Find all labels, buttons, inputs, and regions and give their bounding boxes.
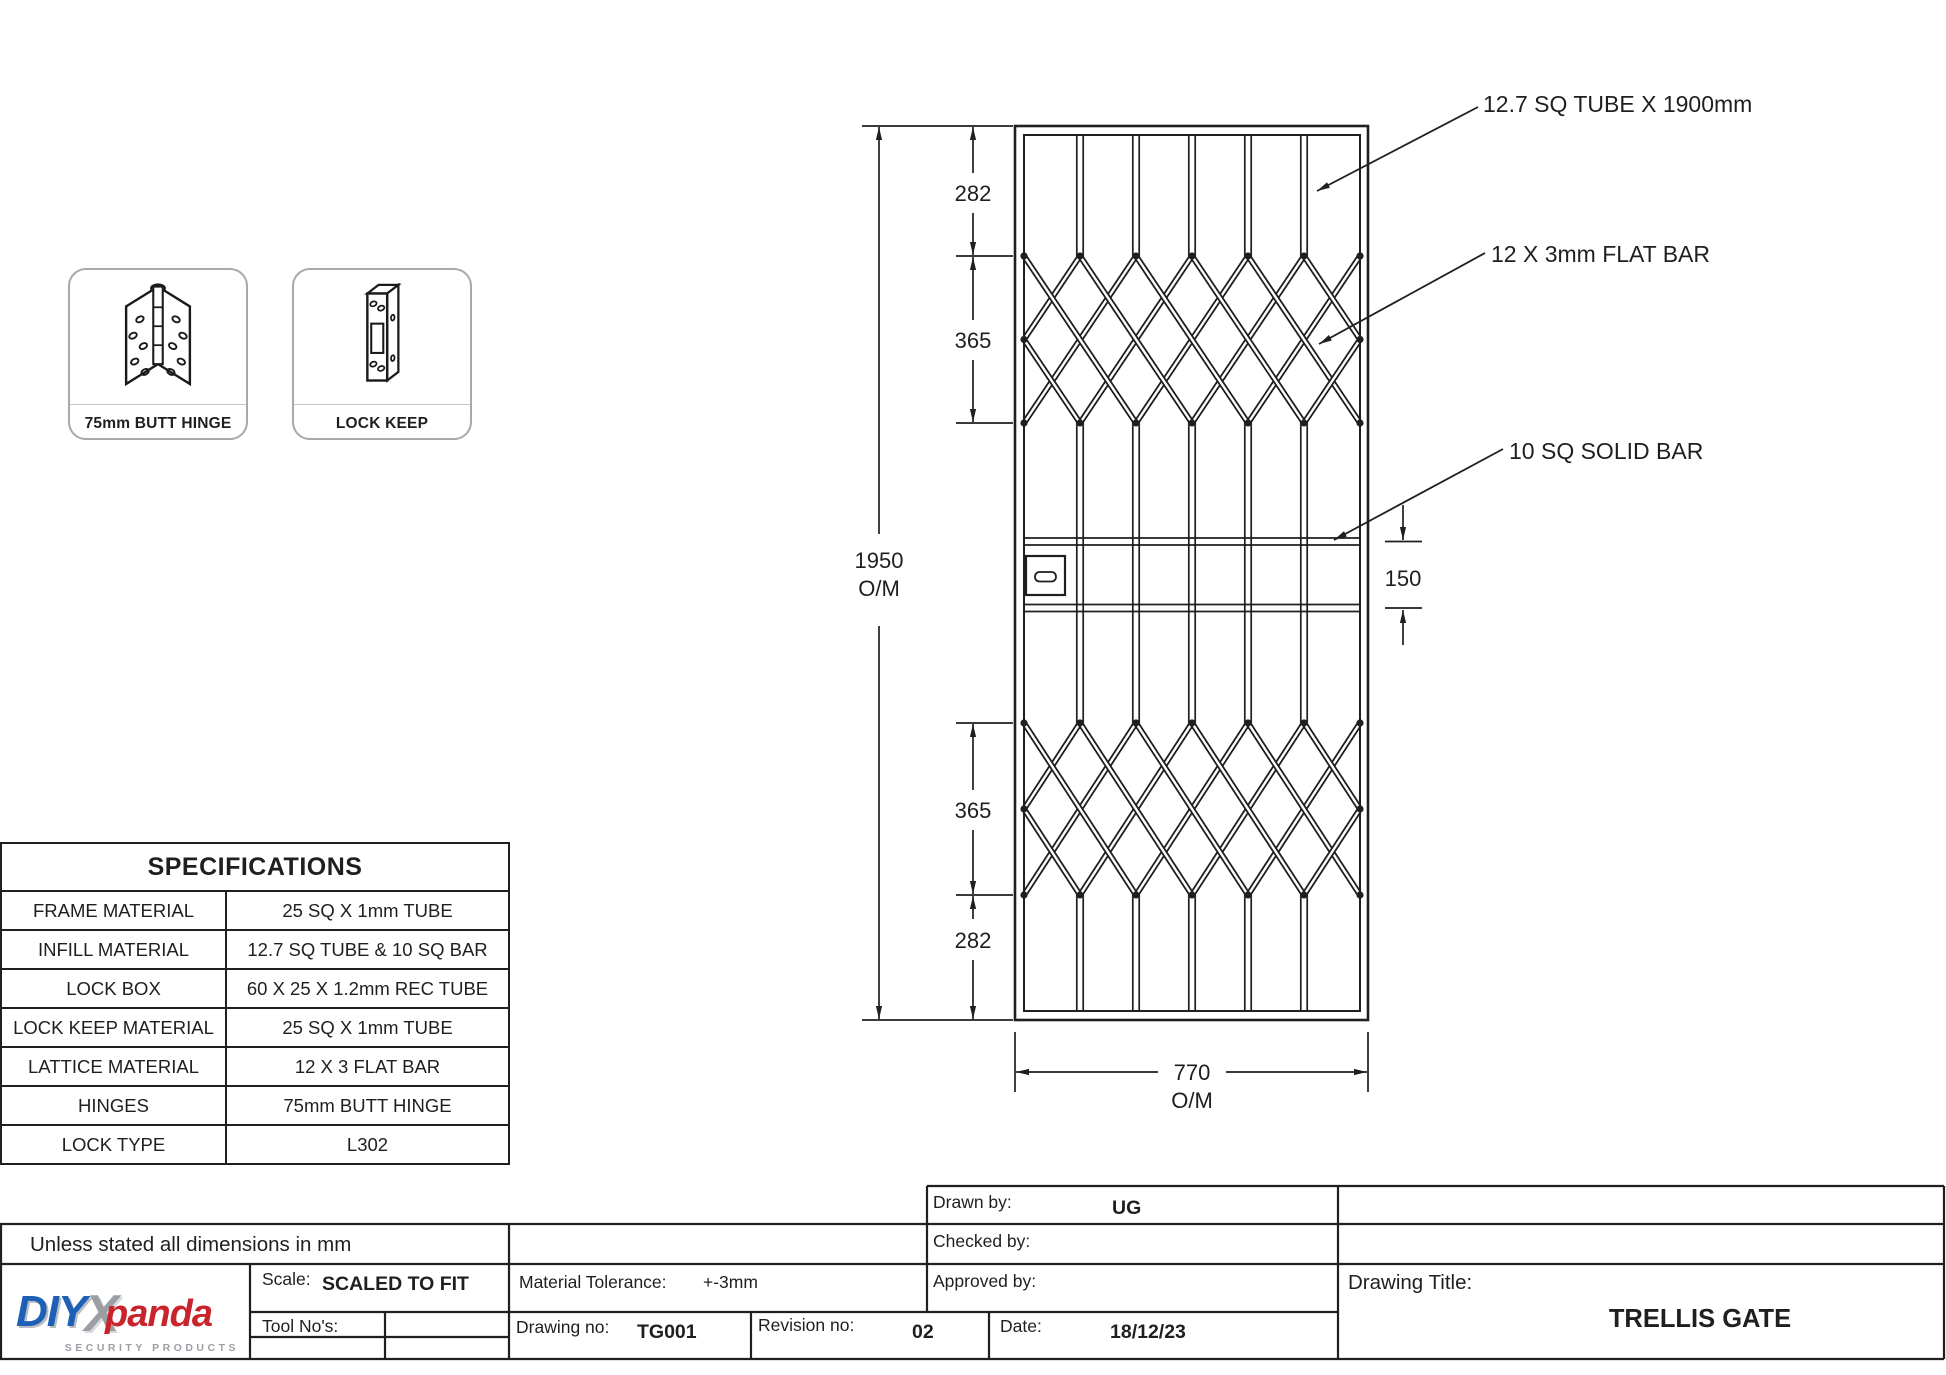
spec-value: 25 SQ X 1mm TUBE <box>226 1008 509 1047</box>
table-row <box>1 1047 509 1086</box>
table-row <box>1 969 509 1008</box>
tool-no-label: Tool No's: <box>262 1316 339 1336</box>
lattice-panels <box>1020 252 1363 898</box>
spec-value: 25 SQ X 1mm TUBE <box>226 891 509 930</box>
dim-overall-height: 1950 <box>854 548 904 573</box>
horizontal-solid-bars <box>1024 538 1360 612</box>
specifications-table <box>0 842 510 1165</box>
lock-box <box>1026 556 1065 595</box>
annotation-solid-bar: 10 SQ SOLID BAR <box>1509 438 1704 464</box>
dim-lower-lattice: 365 <box>954 798 992 823</box>
spec-label: HINGES <box>1 1086 226 1125</box>
dimension-lines <box>862 126 1422 1092</box>
annotation-flat-bar: 12 X 3mm FLAT BAR <box>1491 241 1710 267</box>
spec-label: LOCK KEEP MATERIAL <box>1 1008 226 1047</box>
logo-tagline: SECURITY PRODUCTS <box>64 1342 239 1354</box>
revision-no-value: 02 <box>912 1321 934 1343</box>
company-logo <box>16 1285 241 1354</box>
lock-keep-icon <box>294 270 470 404</box>
spec-label: INFILL MATERIAL <box>1 930 226 969</box>
dimension-note: Unless stated all dimensions in mm <box>30 1233 352 1256</box>
checked-by-label: Checked by: <box>933 1231 1031 1251</box>
spec-label: LOCK TYPE <box>1 1125 226 1164</box>
drawn-by-value: UG <box>1112 1197 1142 1219</box>
table-row <box>1 1125 509 1164</box>
annotation-sq-tube: 12.7 SQ TUBE X 1900mm <box>1483 91 1753 117</box>
dim-lock-band: 150 <box>1384 566 1422 591</box>
date-label: Date: <box>1000 1316 1042 1336</box>
card-divider <box>294 404 470 405</box>
component-label: LOCK KEEP <box>335 415 429 432</box>
spec-table-title: SPECIFICATIONS <box>1 843 509 891</box>
table-row <box>1 891 509 930</box>
dim-overall-width-suffix: O/M <box>1171 1088 1213 1113</box>
spec-value: L302 <box>226 1125 509 1164</box>
spec-value: 12 X 3 FLAT BAR <box>226 1047 509 1086</box>
spec-label: LATTICE MATERIAL <box>1 1047 226 1086</box>
drawing-no-label: Drawing no: <box>516 1317 610 1337</box>
table-row <box>1 1086 509 1125</box>
scale-value: SCALED TO FIT <box>322 1273 469 1295</box>
dim-upper-lattice: 365 <box>954 328 992 353</box>
card-divider <box>70 404 246 405</box>
component-label: 75mm BUTT HINGE <box>84 415 232 432</box>
drawn-by-label: Drawn by: <box>933 1192 1012 1212</box>
leader-labels <box>1483 91 1752 464</box>
spec-label: FRAME MATERIAL <box>1 891 226 930</box>
revision-no-label: Revision no: <box>758 1315 855 1335</box>
vertical-tubes <box>1077 135 1307 1011</box>
table-row <box>1 930 509 969</box>
title-block-text <box>30 1192 1791 1343</box>
dim-overall-height-suffix: O/M <box>858 576 900 601</box>
spec-value: 60 X 25 X 1.2mm REC TUBE <box>226 969 509 1008</box>
butt-hinge-icon <box>70 270 246 404</box>
table-row <box>1 1008 509 1047</box>
spec-label: LOCK BOX <box>1 969 226 1008</box>
logo-panda: panda <box>105 1293 212 1335</box>
dimension-labels <box>855 181 1422 1113</box>
component-card-lock-keep <box>292 268 472 440</box>
drawing-no-value: TG001 <box>637 1321 697 1343</box>
dim-top-section: 282 <box>954 181 992 206</box>
dim-bottom-section: 282 <box>954 928 992 953</box>
date-value: 18/12/23 <box>1110 1321 1186 1343</box>
spec-value: 12.7 SQ TUBE & 10 SQ BAR <box>226 930 509 969</box>
material-tolerance-value: +-3mm <box>703 1272 758 1292</box>
leader-lines <box>1317 107 1503 540</box>
spec-value: 75mm BUTT HINGE <box>226 1086 509 1125</box>
material-tolerance-label: Material Tolerance: <box>519 1272 667 1292</box>
dim-overall-width: 770 <box>1173 1060 1211 1085</box>
drawing-title-label: Drawing Title: <box>1348 1271 1473 1294</box>
logo-diy: DIY <box>16 1287 87 1336</box>
approved-by-label: Approved by: <box>933 1271 1037 1291</box>
component-card-hinge <box>68 268 248 440</box>
scale-label: Scale: <box>262 1269 311 1289</box>
drawing-title-value: TRELLIS GATE <box>1608 1305 1792 1333</box>
logo-x-icon: X <box>84 1285 120 1343</box>
